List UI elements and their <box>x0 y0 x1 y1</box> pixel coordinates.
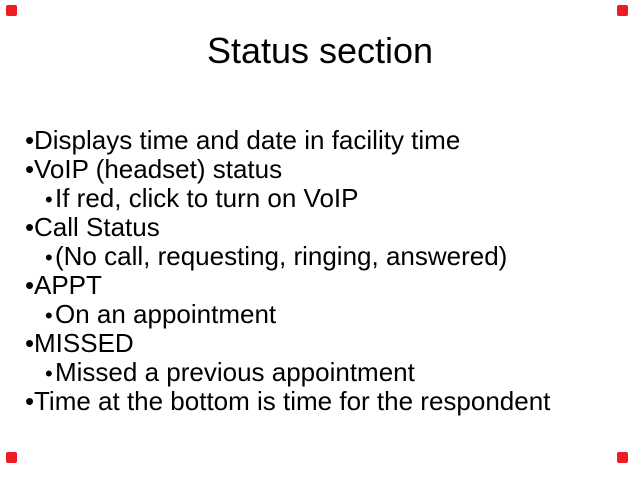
bullet-text: VoIP (headset) status <box>34 154 283 184</box>
list-item <box>0 242 640 271</box>
bullet-text: Displays time and date in facility time <box>34 125 461 155</box>
bullet-icon: • <box>25 328 35 358</box>
list-item <box>0 300 640 329</box>
bullet-icon: • <box>45 361 53 386</box>
bullet-icon: • <box>25 386 35 416</box>
bullet-text: MISSED <box>34 328 134 358</box>
bullet-icon: • <box>25 212 35 242</box>
bullet-text: Missed a previous appointment <box>55 357 415 387</box>
bullet-text: (No call, requesting, ringing, answered) <box>55 241 508 271</box>
list-item <box>0 126 640 155</box>
list-item <box>0 271 640 300</box>
list-item <box>0 155 640 184</box>
bullet-icon: • <box>45 187 53 212</box>
bullet-list <box>0 126 640 416</box>
corner-marker-bottom-right-icon <box>617 452 628 463</box>
bullet-text: If red, click to turn on VoIP <box>55 183 359 213</box>
bullet-icon: • <box>45 245 53 270</box>
list-item <box>0 358 640 387</box>
bullet-icon: • <box>25 125 35 155</box>
list-item <box>0 184 640 213</box>
corner-marker-top-left-icon <box>6 5 17 16</box>
page-title: Status section <box>206 30 434 71</box>
bullet-icon: • <box>45 303 53 328</box>
bullet-text: APPT <box>34 270 102 300</box>
list-item <box>0 387 640 416</box>
corner-marker-bottom-left-icon <box>6 452 17 463</box>
bullet-icon: • <box>25 154 35 184</box>
corner-marker-top-right-icon <box>617 5 628 16</box>
bullet-text: On an appointment <box>55 299 277 329</box>
list-item <box>0 213 640 242</box>
bullet-text: Time at the bottom is time for the respondent <box>34 386 551 416</box>
list-item <box>0 329 640 358</box>
bullet-icon: • <box>25 270 35 300</box>
bullet-text: Call Status <box>34 212 160 242</box>
